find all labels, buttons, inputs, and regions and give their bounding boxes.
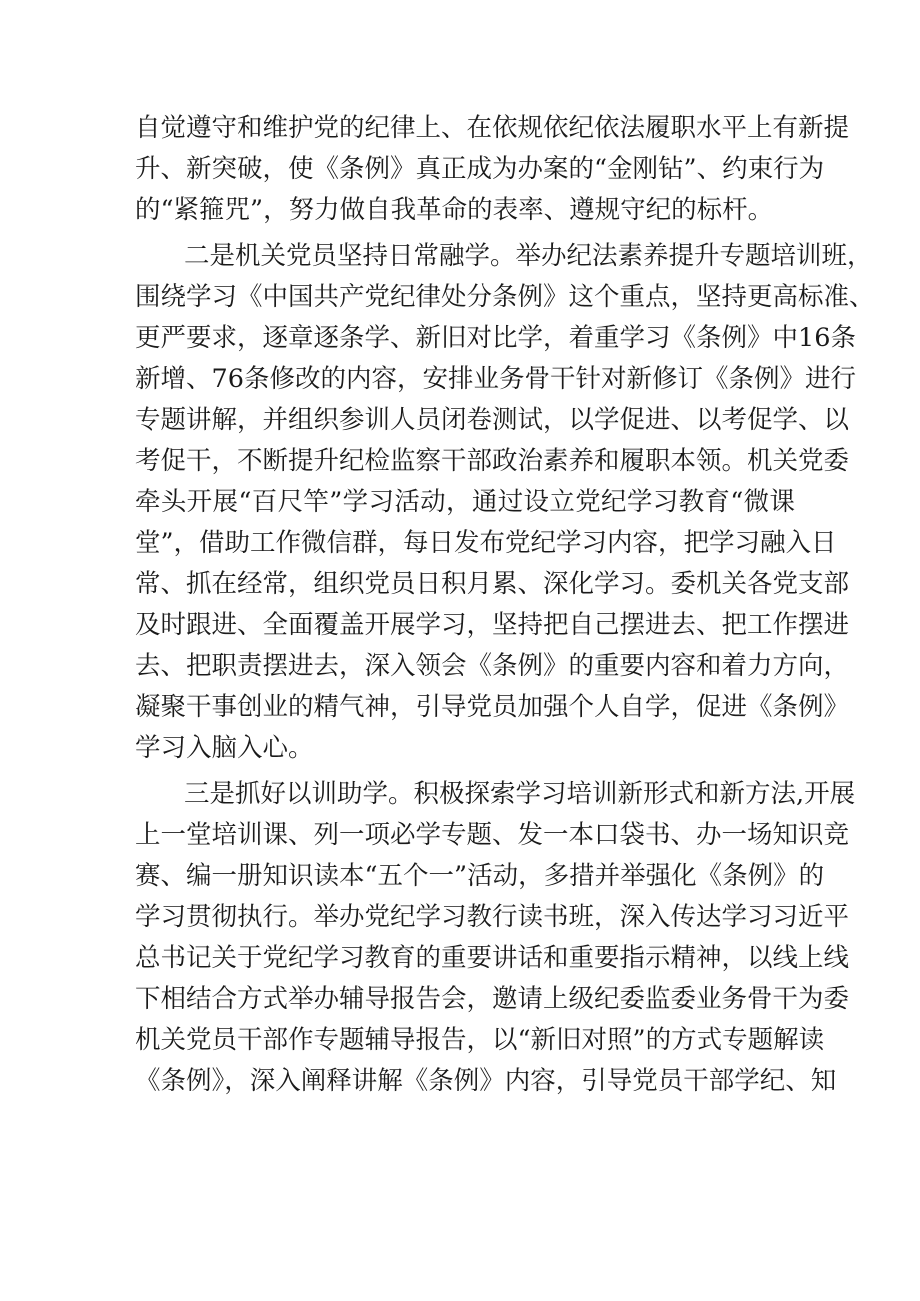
text-line: 堂”，借助工作微信群，每日发布党纪学习内容，把学习融入日 xyxy=(135,528,837,558)
text-line: 学习贯彻执行。举办党纪学习教行读书班，深入传达学习习近平 xyxy=(135,902,850,932)
text-line: 更严要求，逐章逐条学、新旧对比学，着重学习《条例》中16条 xyxy=(135,323,856,353)
text-line: 升、新突破，使《条例》真正成为办案的“金刚钻”、约束行为 xyxy=(135,154,825,184)
text-line: 自觉遵守和维护党的纪律上、在依规依纪依法履职水平上有新提 xyxy=(135,113,850,143)
text-line: 总书记关于党纪学习教育的重要讲话和重要指示精神，以线上线 xyxy=(135,943,850,973)
text-line: 去、把职责摆进去，深入领会《条例》的重要内容和着力方向， xyxy=(135,651,850,681)
text-line: 新增、76条修改的内容，安排业务骨干针对新修订《条例》进行 xyxy=(135,364,856,394)
text-line: 下相结合方式举办辅导报告会，邀请上级纪委监委业务骨干为委 xyxy=(135,984,850,1014)
body-text xyxy=(135,108,875,1102)
text-line: 《条例》，深入阐释讲解《条例》内容，引导党员干部学纪、知 xyxy=(135,1066,837,1096)
paragraph-start-line: 三是抓好以训助学。积极探索学习培训新形式和新方法,开展 xyxy=(184,779,856,809)
text-line: 赛、编一册知识读本“五个一”活动，多措并举强化《条例》的 xyxy=(135,861,825,891)
text-line: 上一堂培训课、列一项必学专题、发一本口袋书、办一场知识竞 xyxy=(135,820,850,850)
text-line: 围绕学习《中国共产党纪律处分条例》这个重点，坚持更高标准、 xyxy=(135,282,875,312)
text-line: 学习入脑入心。 xyxy=(135,733,314,763)
text-line: 凝聚干事创业的精气神，引导党员加强个人自学，促进《条例》 xyxy=(135,692,850,722)
paragraph-start-line: 二是机关党员坚持日常融学。举办纪法素养提升专题培训班， xyxy=(184,241,873,271)
text-line: 常、抓在经常，组织党员日积月累、深化学习。委机关各党支部 xyxy=(135,569,850,599)
text-line: 专题讲解，并组织参训人员闭卷测试，以学促进、以考促学、以 xyxy=(135,405,850,435)
text-line: 及时跟进、全面覆盖开展学习，坚持把自己摆进去、把工作摆进 xyxy=(135,610,850,640)
text-line: 机关党员干部作专题辅导报告，以“新旧对照”的方式专题解读 xyxy=(135,1025,825,1055)
text-line: 牵头开展“百尺竿”学习活动，通过设立党纪学习教育“微课 xyxy=(135,487,795,517)
text-line: 的“紧箍咒”，努力做自我革命的表率、遵规守纪的标杆。 xyxy=(135,195,774,225)
text-line: 考促干，不断提升纪检监察干部政治素养和履职本领。机关党委 xyxy=(135,446,850,476)
